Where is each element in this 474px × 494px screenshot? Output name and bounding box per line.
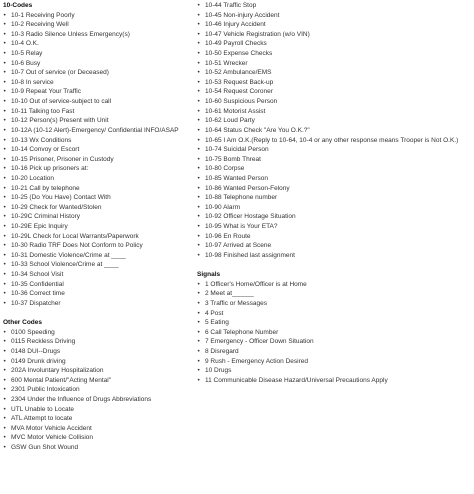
bullet-icon: • (3, 165, 6, 173)
list-item-text: 10-65 I Am O.K.(Reply to 10-64, 10-4 or any other response means Trooper is Not O.K.) (205, 136, 459, 144)
list-item-text: 10-49 Payroll Checks (205, 40, 267, 48)
signal-item (197, 376, 472, 386)
signal-item (197, 328, 472, 338)
bullet-icon: • (3, 155, 6, 163)
list-item-text: 0115 Reckless Driving (11, 338, 76, 346)
list-item-text: MVA Motor Vehicle Accident (11, 424, 92, 432)
bullet-icon: • (3, 78, 6, 86)
bullet-icon: • (197, 78, 200, 86)
signal-item (197, 347, 472, 357)
bullet-icon: • (3, 30, 6, 38)
ten-code-item (3, 59, 193, 69)
ten-code-item (3, 280, 193, 290)
ten-code-item (3, 212, 193, 222)
bullet-icon: • (197, 376, 200, 384)
bullet-icon: • (197, 290, 200, 298)
list-item-text: 10-97 Arrived at Scene (205, 242, 272, 250)
list-item-text: 10-8 In service (11, 78, 54, 86)
bullet-icon: • (3, 184, 6, 192)
bullet-icon: • (3, 405, 6, 413)
list-item-text: 5 Eating (205, 319, 229, 327)
ten-code-item (197, 155, 472, 165)
list-item-text: 10-21 Call by telephone (11, 184, 80, 192)
bullet-icon: • (3, 11, 6, 19)
list-item-text: 10-92 Officer Hostage Situation (205, 213, 296, 221)
list-item-text: 10-51 Wrecker (205, 59, 248, 67)
bullet-icon: • (3, 174, 6, 182)
list-item-text: 10-50 Expense Checks (205, 50, 273, 58)
bullet-icon: • (3, 434, 6, 442)
ten-code-item (3, 78, 193, 88)
ten-code-item (3, 97, 193, 107)
ten-code-item (197, 212, 472, 222)
bullet-icon: • (197, 11, 200, 19)
list-item-text: 10-44 Traffic Stop (205, 2, 257, 9)
list-item-text: 10-9 Repeat Your Traffic (11, 88, 81, 96)
list-item-text: 10-31 Domestic Violence/Crime at ____ (11, 251, 126, 259)
bullet-icon: • (197, 319, 200, 327)
list-item-text: 10-33 School Violence/Crime at ____ (11, 261, 119, 269)
list-item-text: 10-98 Finished last assignment (205, 251, 295, 259)
ten-code-item (197, 232, 472, 242)
bullet-icon: • (3, 347, 6, 355)
ten-code-item (197, 145, 472, 155)
list-item-text: 10-95 What is Your ETA? (205, 223, 278, 231)
bullet-icon: • (3, 280, 6, 288)
ten-code-item (3, 145, 193, 155)
ten-code-item (3, 68, 193, 78)
bullet-icon: • (197, 21, 200, 29)
ten-code-item (3, 87, 193, 97)
bullet-icon: • (3, 290, 6, 298)
ten-code-item (3, 20, 193, 30)
bullet-icon: • (3, 203, 6, 211)
bullet-icon: • (197, 338, 200, 346)
list-item-text: 7 Emergency - Officer Down Situation (205, 338, 314, 346)
list-item-text: 10-45 Non-injury Accident (205, 11, 280, 19)
ten-code-item (197, 68, 472, 78)
list-item-text: 10-12 Person(s) Present with Unit (11, 117, 109, 125)
bullet-icon: • (197, 299, 200, 307)
bullet-icon: • (3, 50, 6, 58)
ten-code-item (197, 184, 472, 194)
list-item-text: 10-60 Suspicious Person (205, 98, 278, 106)
ten-code-item (3, 39, 193, 49)
list-item-text: 10-86 Wanted Person-Felony (205, 184, 290, 192)
ten-code-item (3, 241, 193, 251)
ten-code-item (3, 136, 193, 146)
bullet-icon: • (3, 424, 6, 432)
list-item-text: 10-61 Motorist Assist (205, 107, 266, 115)
list-item-text: 10-64 Status Check "Are You O.K.?" (205, 126, 310, 134)
list-item-text: 10-20 Location (11, 174, 55, 182)
bullet-icon: • (197, 88, 200, 96)
list-item-text: 10-2 Receiving Well (11, 21, 69, 29)
bullet-icon: • (197, 203, 200, 211)
ten-code-item (3, 126, 193, 136)
bullet-icon: • (197, 367, 200, 375)
list-item-text: 10-30 Radio TRF Does Not Conform to Policy (11, 242, 143, 250)
bullet-icon: • (197, 194, 200, 202)
list-item-text: 10-96 En Route (205, 232, 251, 240)
bullet-icon: • (3, 415, 6, 423)
bullet-icon: • (3, 261, 6, 269)
bullet-icon: • (3, 146, 6, 154)
list-item-text: 9 Rush - Emergency Action Desired (205, 357, 308, 365)
bullet-icon: • (197, 59, 200, 67)
bullet-icon: • (197, 117, 200, 125)
ten-code-item (3, 174, 193, 184)
bullet-icon: • (3, 117, 6, 125)
ten-code-item (3, 222, 193, 232)
ten-code-item (197, 78, 472, 88)
section-gap (3, 309, 193, 319)
other-code-item (3, 385, 193, 395)
ten-code-item (3, 155, 193, 165)
ten-code-item (197, 97, 472, 107)
list-item-text: 202A Involuntary Hospitalization (11, 367, 104, 375)
ten-code-item (197, 174, 472, 184)
other-code-item (3, 347, 193, 357)
bullet-icon: • (3, 271, 6, 279)
list-item-text: 10-47 Vehicle Registration (w/o VIN) (205, 30, 310, 38)
ten-code-item (197, 107, 472, 117)
list-item-text: UTL Unable to Locate (11, 405, 74, 413)
ten-code-item (3, 164, 193, 174)
bullet-icon: • (197, 126, 200, 134)
list-item-text: 10-62 Loud Party (205, 117, 255, 125)
list-item-text: 10-85 Wanted Person (205, 174, 268, 182)
bullet-icon: • (197, 2, 200, 9)
bullet-icon: • (3, 444, 6, 452)
bullet-icon: • (3, 69, 6, 77)
bullet-icon: • (197, 357, 200, 365)
list-item-text: 10 Drugs (205, 367, 232, 375)
list-item-text: 0100 Speeding (11, 328, 55, 336)
bullet-icon: • (197, 251, 200, 259)
left-column (3, 1, 193, 453)
bullet-icon: • (197, 155, 200, 163)
ten-code-item (3, 11, 193, 21)
list-item-text: 10-12A (10-12 Alert)-Emergency/ Confidential INFO/ASAP (11, 126, 179, 134)
signal-item (197, 318, 472, 328)
ten-code-item (197, 251, 472, 261)
ten-code-item (197, 59, 472, 69)
list-item-text: 2304 Under the Influence of Drugs Abbreviations (11, 395, 152, 403)
other-code-item (3, 424, 193, 434)
other-code-item (3, 337, 193, 347)
ten-code-item (197, 20, 472, 30)
other-codes-list (3, 328, 193, 453)
list-item-text: 10-25 (Do You Have) Contact With (11, 194, 111, 202)
list-item-text: 10-90 Alarm (205, 203, 241, 211)
ten-code-item (3, 30, 193, 40)
signal-item (197, 309, 472, 319)
bullet-icon: • (3, 59, 6, 67)
list-item-text: GSW Gun Shot Wound (11, 444, 79, 452)
ten-code-item (3, 270, 193, 280)
bullet-icon: • (3, 126, 6, 134)
bullet-icon: • (3, 98, 6, 106)
list-item-text: 2301 Public Intoxication (11, 386, 80, 394)
ten-code-item (197, 87, 472, 97)
list-item-text: 10-29L Check for Local Warrants/Paperwork (11, 232, 139, 240)
bullet-icon: • (3, 213, 6, 221)
list-item-text: 10-10 Out of service-subject to call (11, 98, 112, 106)
bullet-icon: • (3, 338, 6, 346)
ten-code-item (197, 164, 472, 174)
other-code-item (3, 328, 193, 338)
bullet-icon: • (197, 50, 200, 58)
bullet-icon: • (3, 232, 6, 240)
signal-item (197, 337, 472, 347)
list-item-text: 10-15 Prisoner, Prisoner in Custody (11, 155, 114, 163)
ten-code-item (3, 289, 193, 299)
list-item-text: 10-37 Dispatcher (11, 299, 61, 307)
ten-code-item (3, 299, 193, 309)
bullet-icon: • (197, 347, 200, 355)
bullet-icon: • (3, 367, 6, 375)
list-item-text: 10-80 Corpse (205, 165, 245, 173)
bullet-icon: • (3, 395, 6, 403)
signal-item (197, 289, 472, 299)
list-item-text: 10-13 Wx Conditions (11, 136, 72, 144)
ten-code-item (197, 136, 472, 146)
ten-code-item (3, 251, 193, 261)
list-item-text: 0148 DUI--Drugs (11, 347, 61, 355)
list-item-text: 10-75 Bomb Threat (205, 155, 261, 163)
bullet-icon: • (3, 194, 6, 202)
bullet-icon: • (197, 136, 200, 144)
list-item-text: 10-11 Talking too Fast (11, 107, 75, 115)
bullet-icon: • (3, 88, 6, 96)
bullet-icon: • (3, 21, 6, 29)
list-item-text: 4 Post (205, 309, 224, 317)
ten-code-item (197, 193, 472, 203)
list-item-text: 3 Traffic or Messages (205, 299, 268, 307)
list-item-text: 10-7 Out of service (or Deceased) (11, 69, 109, 77)
ten-codes-heading: 10-Codes (3, 2, 33, 9)
bullet-icon: • (3, 386, 6, 394)
list-item-text: 10-6 Busy (11, 59, 41, 67)
bullet-icon: • (197, 30, 200, 38)
bullet-icon: • (197, 242, 200, 250)
list-item-text: 10-74 Suicidal Person (205, 146, 269, 154)
bullet-icon: • (3, 136, 6, 144)
list-item-text: 11 Communicable Disease Hazard/Universal Precautions Apply (205, 376, 388, 384)
list-item-text: 10-46 Injury Accident (205, 21, 266, 29)
bullet-icon: • (197, 165, 200, 173)
list-item-text: ATL Attempt to locate (11, 415, 73, 423)
ten-code-item (3, 49, 193, 59)
ten-code-item (3, 203, 193, 213)
ten-code-item (3, 232, 193, 242)
ten-codes-list-left (3, 11, 193, 309)
bullet-icon: • (197, 309, 200, 317)
ten-code-item (197, 11, 472, 21)
ten-codes-list-right (197, 1, 472, 260)
bullet-icon: • (3, 357, 6, 365)
other-code-item (3, 366, 193, 376)
list-item-text: 10-88 Telephone number (205, 194, 278, 202)
other-code-item (3, 405, 193, 415)
other-codes-heading: Other Codes (3, 319, 43, 327)
list-item-text: 10-34 School Visit (11, 271, 64, 279)
ten-code-item (197, 30, 472, 40)
bullet-icon: • (197, 98, 200, 106)
bullet-icon: • (197, 328, 200, 336)
list-item-text: 10-36 Correct time (11, 290, 65, 298)
list-item-text: 10-52 Ambulance/EMS (205, 69, 272, 77)
list-item-text: MVC Motor Vehicle Collision (11, 434, 94, 442)
signals-list (197, 280, 472, 386)
ten-code-item (197, 49, 472, 59)
signal-item (197, 299, 472, 309)
other-code-item (3, 414, 193, 424)
ten-code-item (3, 107, 193, 117)
bullet-icon: • (3, 251, 6, 259)
other-code-item (3, 443, 193, 453)
list-item-text: 8 Disregard (205, 347, 239, 355)
signal-item (197, 280, 472, 290)
list-item-text: 10-16 Pick up prisoners at: (11, 165, 89, 173)
bullet-icon: • (197, 107, 200, 115)
ten-code-item (3, 193, 193, 203)
bullet-icon: • (197, 232, 200, 240)
list-item-text: 6 Call Telephone Number (205, 328, 279, 336)
list-item-text: 10-14 Convoy or Escort (11, 146, 80, 154)
list-item-text: 2 Meet at______ (205, 290, 254, 298)
bullet-icon: • (197, 223, 200, 231)
ten-code-item (197, 126, 472, 136)
ten-code-item (197, 116, 472, 126)
right-column (197, 1, 472, 385)
list-item-text: 10-5 Relay (11, 50, 43, 58)
bullet-icon: • (3, 376, 6, 384)
list-item-text: 600 Mental Patient/"Acting Mental" (11, 376, 112, 384)
signal-item (197, 366, 472, 376)
bullet-icon: • (197, 40, 200, 48)
list-item-text: 10-1 Receiving Poorly (11, 11, 75, 19)
list-item-text: 10-53 Request Back-up (205, 78, 274, 86)
ten-code-item (197, 39, 472, 49)
other-code-item (3, 357, 193, 367)
list-item-text: 0149 Drunk driving (11, 357, 66, 365)
other-code-item (3, 376, 193, 386)
bullet-icon: • (197, 69, 200, 77)
bullet-icon: • (3, 107, 6, 115)
list-item-text: 10-54 Request Coroner (205, 88, 273, 96)
bullet-icon: • (3, 299, 6, 307)
other-code-item (3, 433, 193, 443)
ten-code-item (3, 260, 193, 270)
bullet-icon: • (3, 223, 6, 231)
bullet-icon: • (197, 174, 200, 182)
ten-code-item (3, 184, 193, 194)
bullet-icon: • (3, 242, 6, 250)
list-item-text: 10-29C Criminal History (11, 213, 80, 221)
list-item-text: 10-3 Radio Silence Unless Emergency(s) (11, 30, 130, 38)
bullet-icon: • (3, 328, 6, 336)
list-item-text: 1 Officer's Home/Officer is at Home (205, 280, 307, 288)
bullet-icon: • (197, 213, 200, 221)
ten-code-item (197, 241, 472, 251)
other-code-item (3, 395, 193, 405)
list-item-text: 10-29E Epic Inquiry (11, 223, 68, 231)
bullet-icon: • (197, 184, 200, 192)
list-item-text: 10-4 O.K. (11, 40, 39, 48)
list-item-text: 10-35 Confidential (11, 280, 64, 288)
ten-code-item (197, 222, 472, 232)
bullet-icon: • (3, 40, 6, 48)
ten-code-item (197, 1, 472, 11)
ten-code-item (197, 203, 472, 213)
ten-code-item (3, 116, 193, 126)
bullet-icon: • (197, 146, 200, 154)
signals-heading: Signals (197, 271, 221, 279)
signal-item (197, 357, 472, 367)
section-gap (197, 260, 472, 270)
list-item-text: 10-29 Check for Wanted/Stolen (11, 203, 102, 211)
bullet-icon: • (197, 280, 200, 288)
